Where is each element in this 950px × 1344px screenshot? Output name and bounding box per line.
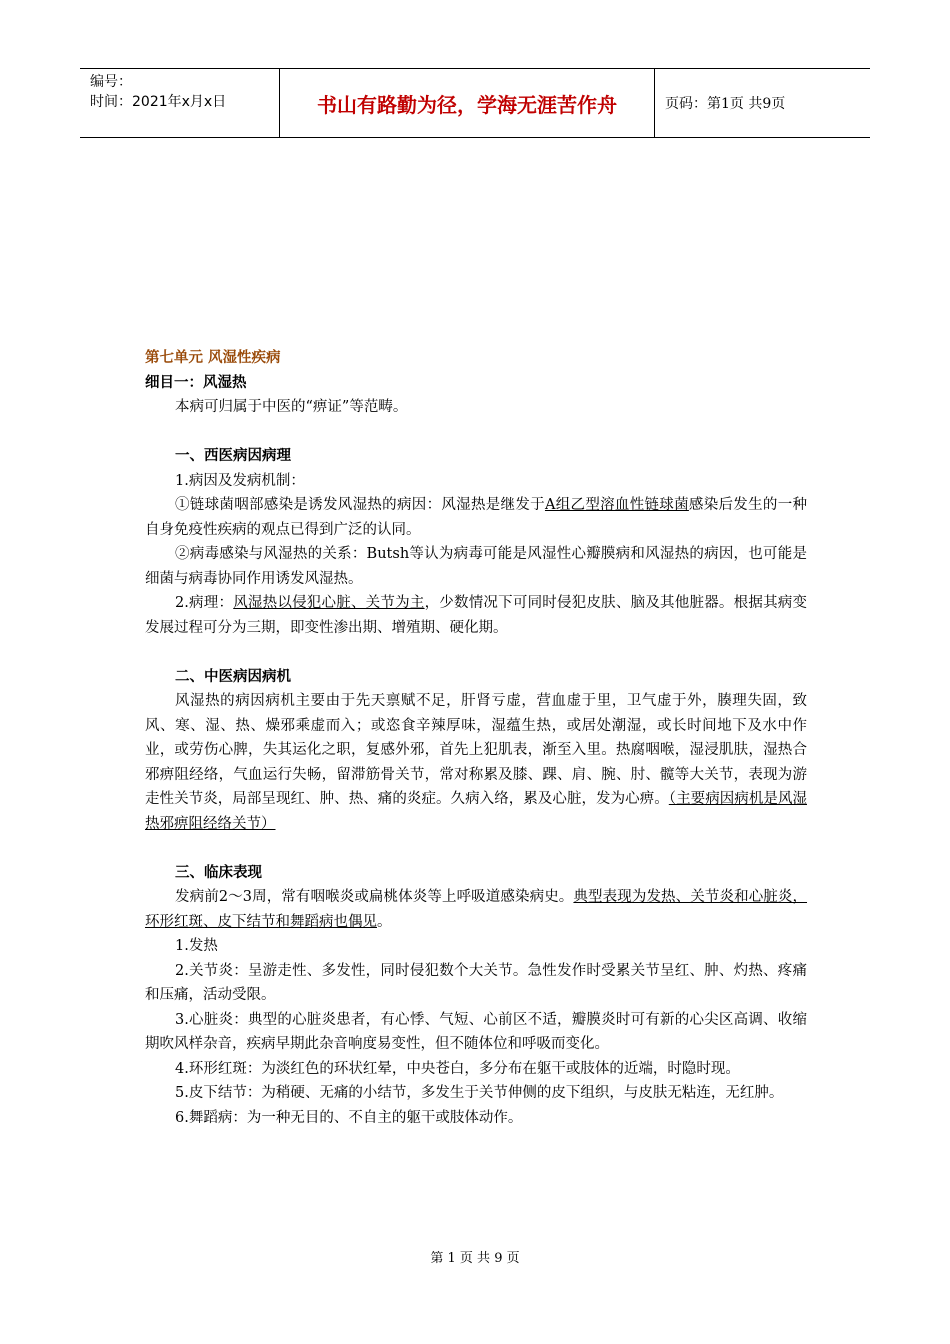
document-body xyxy=(145,346,807,1130)
paragraph: 4.环形红斑：为淡红色的环状红晕，中央苍白，多分布在躯干或肢体的近端，时隐时现。 xyxy=(175,1060,740,1077)
text-span: 。 xyxy=(377,913,392,930)
paragraph: 1.发热 xyxy=(175,938,218,954)
text-span: 发病前2～3周，常有咽喉炎或扁桃体炎等上呼吸道感染病史。 xyxy=(175,889,574,905)
paragraph: 2.关节炎：呈游走性、多发性，同时侵犯数个大关节。急性发作时受累关节呈红、肿、灼热、疼痛和压痛，活动受限。 xyxy=(145,962,807,1003)
text-span: 2.病理： xyxy=(175,595,234,611)
time-label: 时间：2021年x月x日 xyxy=(90,94,227,110)
paragraph: 1.病因及发病机制： xyxy=(175,472,305,489)
header-left-cell xyxy=(80,69,280,137)
paragraph: ②病毒感染与风湿热的关系：Butsh等认为病毒可能是风湿性心瓣膜病和风湿热的病因，也可能是细菌与病毒协同作用诱发风湿热。 xyxy=(145,546,807,587)
number-label: 编号： xyxy=(90,74,132,90)
text-span: ，少数情况下可同时侵犯皮肤、脑及其他脏器。根据其病变发展过程可分为三期，即变性渗出期、增殖期、硬化期。 xyxy=(145,595,808,636)
paragraph: 6.舞蹈病：为一种无目的、不自主的躯干或肢体动作。 xyxy=(175,1109,523,1126)
text-span: ①链球菌咽部感染是诱发风湿热的病因：风湿热是继发于 xyxy=(175,497,545,513)
paragraph xyxy=(145,689,807,836)
section-1-title: 一、西医病因病理 xyxy=(175,448,291,464)
paragraph xyxy=(145,885,807,934)
intro-paragraph: 本病可归属于中医的“痹证”等范畴。 xyxy=(175,399,408,415)
subtitle: 细目一：风湿热 xyxy=(145,374,247,391)
underlined-text: A组乙型溶血性链球菌 xyxy=(544,497,689,513)
paragraph: 3.心脏炎：典型的心脏炎患者，有心悸、气短、心前区不适，瓣膜炎时可有新的心尖区高调、收缩期吹风样杂音，疾病早期此杂音响度易变性，但不随体位和呼吸而变化。 xyxy=(145,1011,807,1052)
underlined-text: 典型表现为发热、关节炎和心脏炎，环形红斑、皮下结节和舞蹈病也偶见 xyxy=(145,889,808,930)
paragraph: 5.皮下结节：为稍硬、无痛的小结节，多发生于关节伸侧的皮下组织，与皮肤无粘连，无红肿。 xyxy=(175,1085,784,1101)
page-footer: 第 1 页 共 9 页 xyxy=(430,1251,520,1266)
text-span: 风湿热的病因病机主要由于先天禀赋不足，肝肾亏虚，营血虚于里，卫气虚于外，腠理失固，致风、寒、湿、热、燥邪乘虚而入；或恣食辛辣厚味，湿蕴生热，或居处潮湿，或长时间地下及水中作业，或劳伤心脾，失其运化之职，复感外邪，首先上犯肌表，渐至入里。热腐咽喉，湿浸肌肤，湿热合邪痹阻经络，气血运行失畅，留滞筋骨关节，常对称累及膝、踝、肩、腕、肘、髋等大关节，表现为游走性关节炎，局部呈现红、肿、热、痛的炎症。久病入络，累及心脏，发为心痹。 xyxy=(145,693,807,807)
underlined-text: 风湿热以侵犯心脏、关节为主 xyxy=(233,595,425,611)
paragraph xyxy=(145,493,807,542)
page-code: 页码：第1页 共9页 xyxy=(665,96,786,112)
motto: 书山有路勤为径，学海无涯苦作舟 xyxy=(280,69,655,137)
text-span: 感染后发生的一种自身免疫性疾病的观点已得到广泛的认同。 xyxy=(145,497,807,538)
unit-title: 第七单元 风湿性疾病 xyxy=(145,350,281,366)
paragraph xyxy=(145,591,807,640)
page-header xyxy=(80,68,870,138)
section-3-title: 三、临床表现 xyxy=(175,864,262,881)
section-2-title: 二、中医病因病机 xyxy=(175,668,291,685)
underlined-text: （主要病因病机是风湿热邪痹阻经络关节） xyxy=(145,791,807,832)
